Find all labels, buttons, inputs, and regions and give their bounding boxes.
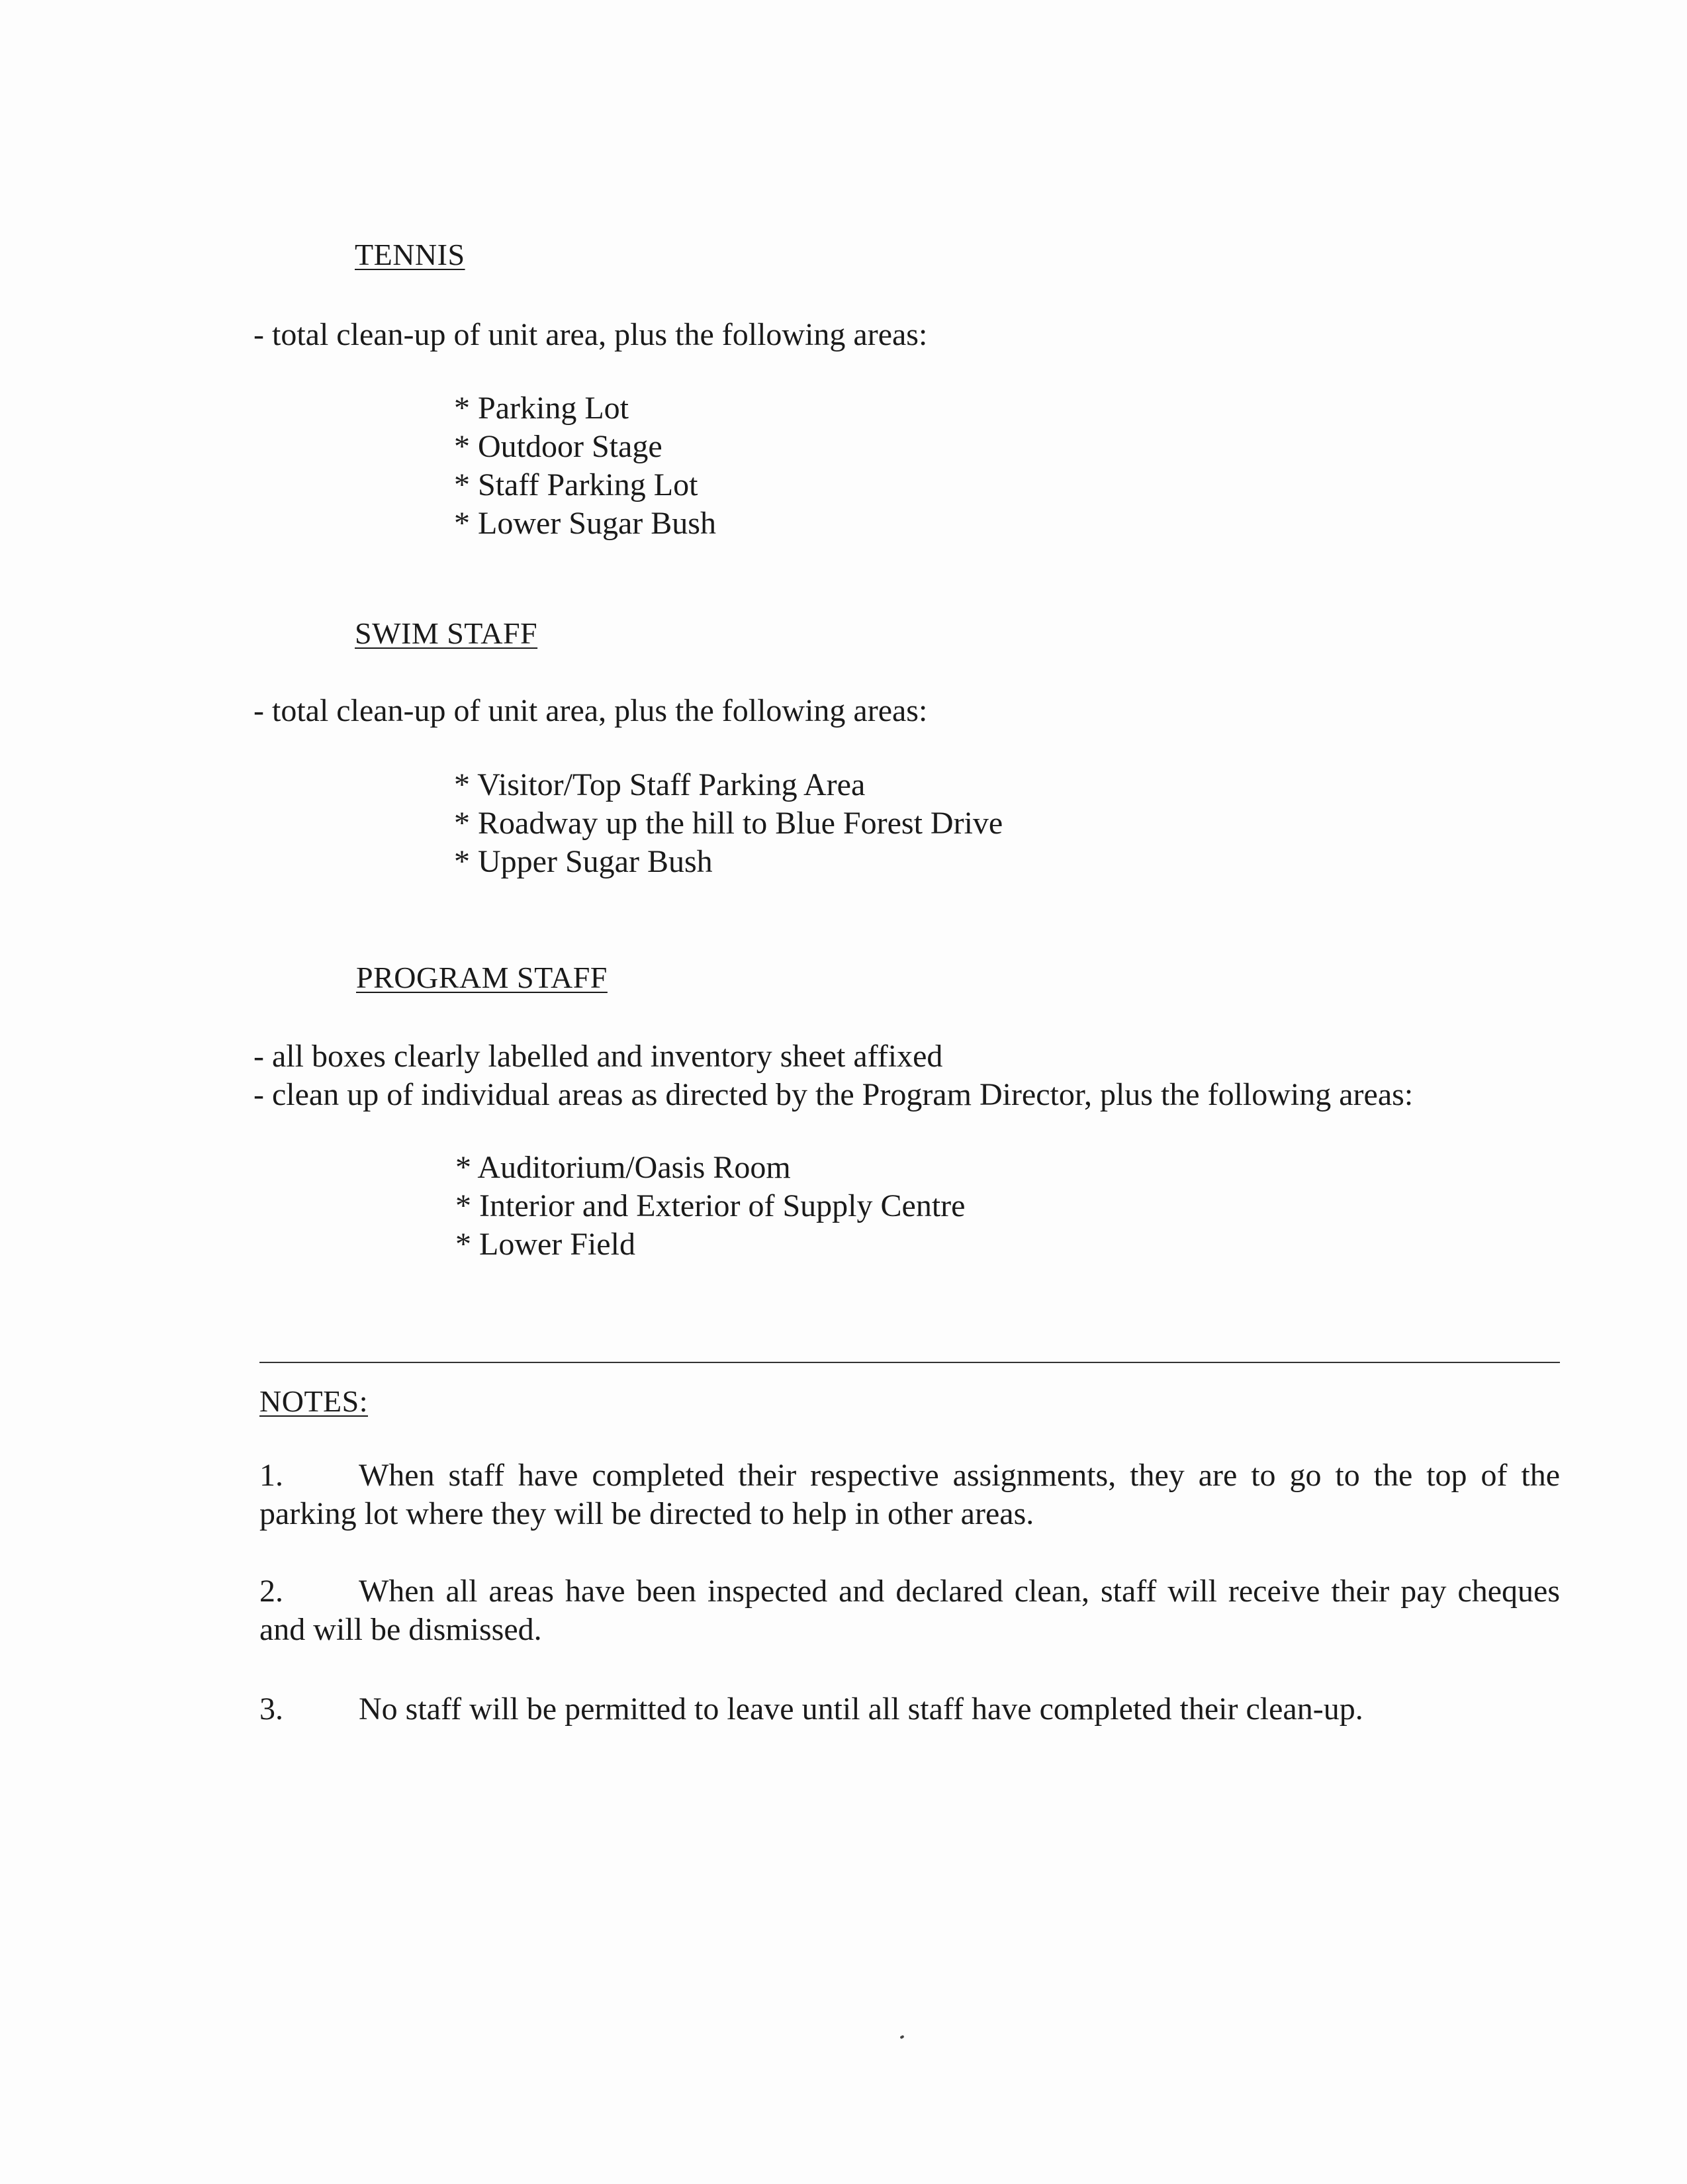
- note-text: No staff will be permitted to leave until all staff have completed their clean-up.: [359, 1691, 1363, 1727]
- notes-heading: NOTES:: [259, 1384, 368, 1418]
- list-item: * Upper Sugar Bush: [454, 844, 713, 879]
- section-heading-swim-staff: SWIM STAFF: [355, 616, 538, 650]
- list-item: * Auditorium/Oasis Room: [455, 1150, 791, 1185]
- list-item: * Interior and Exterior of Supply Centre: [455, 1188, 966, 1223]
- area-list-tennis: [454, 389, 716, 543]
- divider: [259, 1362, 1560, 1363]
- list-item: * Lower Sugar Bush: [454, 506, 716, 541]
- area-list-program-staff: [455, 1149, 965, 1264]
- note-item: [259, 1690, 1560, 1729]
- list-item: * Parking Lot: [454, 391, 629, 426]
- list-item: * Staff Parking Lot: [454, 467, 698, 502]
- section-heading-tennis: TENNIS: [355, 238, 465, 271]
- note-item: [259, 1572, 1560, 1649]
- section-intro-line: - clean up of individual areas as directed by the Program Director, plus the following areas:: [253, 1077, 1414, 1112]
- note-text: When all areas have been inspected and declared clean, staff will receive their pay cheques and will be dismissed.: [259, 1574, 1560, 1647]
- area-list-swim-staff: [454, 766, 1003, 881]
- note-text: When staff have completed their respective assignments, they are to go to the top of the parking lot where they will be directed to help in other areas.: [259, 1458, 1560, 1531]
- list-item: * Outdoor Stage: [454, 429, 662, 464]
- section-intro-swim-staff: - total clean-up of unit area, plus the following areas:: [253, 693, 928, 728]
- note-number: 3.: [259, 1691, 283, 1727]
- list-item: * Roadway up the hill to Blue Forest Drive: [454, 806, 1003, 841]
- section-heading-program-staff: PROGRAM STAFF: [356, 961, 608, 994]
- section-intro-line: - all boxes clearly labelled and inventory sheet affixed: [253, 1039, 943, 1074]
- scan-speck: [899, 2035, 904, 2039]
- note-item: [259, 1456, 1560, 1533]
- list-item: * Lower Field: [455, 1227, 635, 1262]
- note-number: 1.: [259, 1458, 283, 1493]
- section-intro-tennis: - total clean-up of unit area, plus the following areas:: [253, 317, 928, 352]
- note-number: 2.: [259, 1574, 283, 1609]
- list-item: * Visitor/Top Staff Parking Area: [454, 767, 866, 802]
